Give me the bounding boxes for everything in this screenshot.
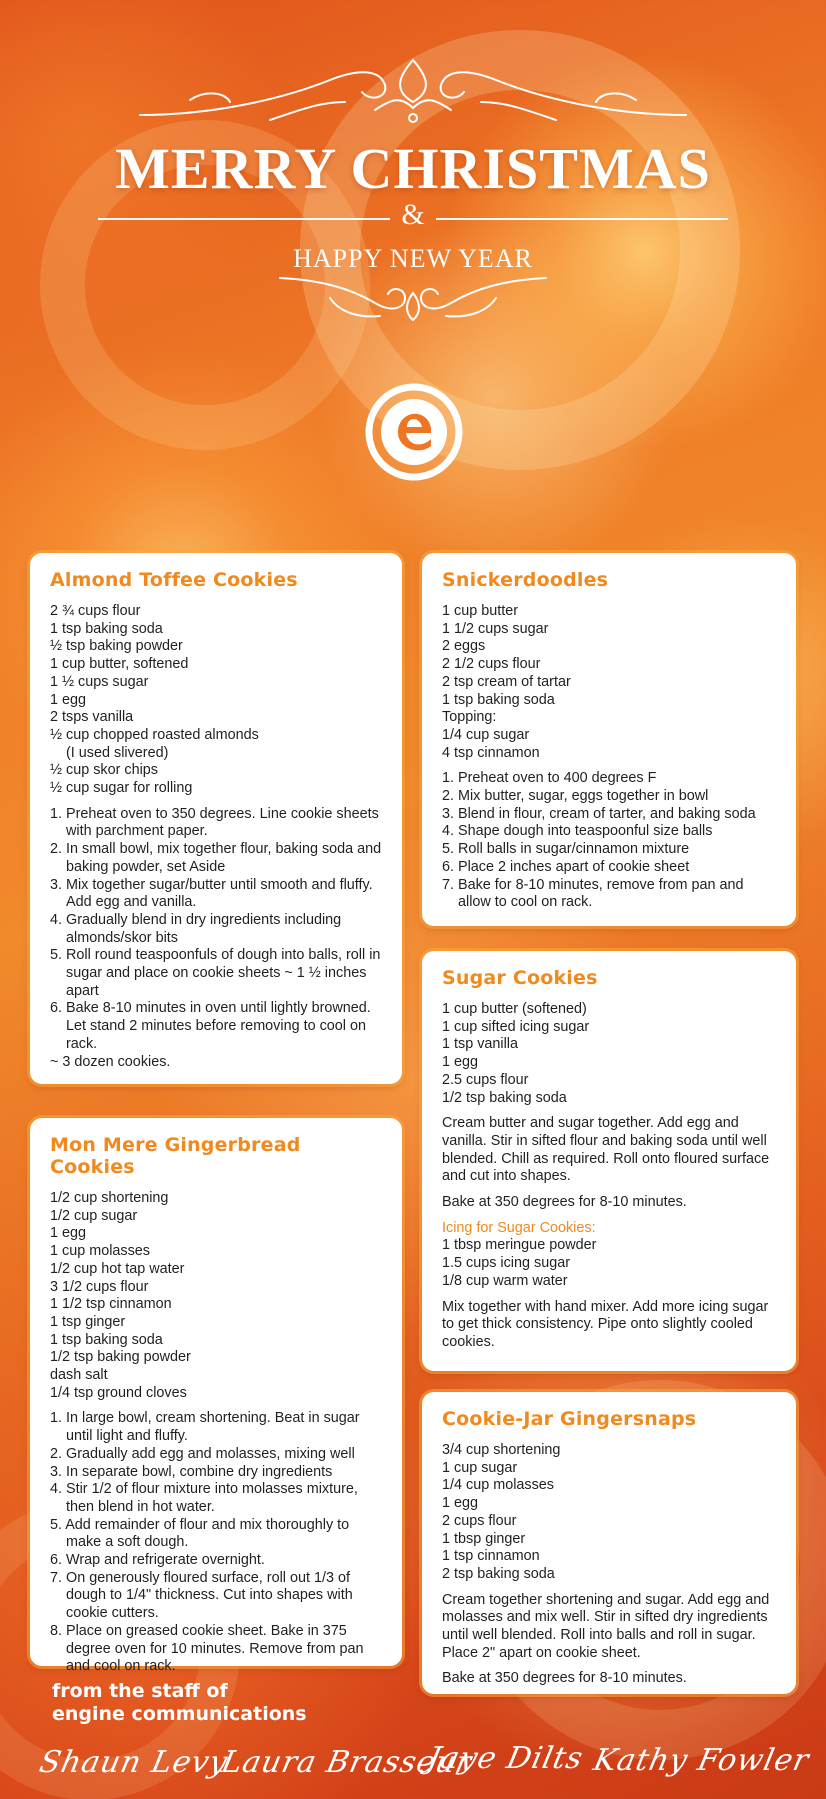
ingredient: 1/2 cup shortening [50, 1190, 169, 1206]
footer-line: engine communications [52, 1703, 307, 1725]
ingredient-list [442, 603, 776, 762]
ingredient: 1 cup molasses [50, 1243, 150, 1260]
ingredient: dash salt [50, 1367, 108, 1384]
step: 4. Gradually blend in dry ingredients including almonds/skor bits [50, 911, 342, 946]
ampersand: & [401, 198, 425, 231]
step: 1. In large bowl, cream shortening. Beat in sugar until light and fluffy. [50, 1410, 360, 1445]
icing-ingredient-list [442, 1237, 776, 1290]
step: 6. Bake 8-10 minutes in oven until lightly browned. Let stand 2 minutes before removing to cool on rack. [50, 1000, 371, 1052]
signature: Jaye Dilts [424, 1741, 587, 1776]
ingredient: ½ cup chopped roasted almonds [50, 726, 259, 743]
method-text: Cream butter and sugar together. Add egg and vanilla. Stir in sifted flour and baking soda until well blended. Chill as required. Roll onto floured surface and cut into shapes. [442, 1115, 770, 1185]
ingredient: 1 tbsp meringue powder [442, 1237, 597, 1254]
ingredient: 1/2 tsp baking powder [50, 1349, 191, 1366]
bake-text: Bake at 350 degrees for 8-10 minutes. [442, 1194, 687, 1211]
ingredient: 1/4 cup molasses [442, 1477, 554, 1494]
ingredient: 1 1/2 tsp cinnamon [50, 1296, 172, 1313]
divider [436, 218, 728, 220]
recipe-title: Cookie-Jar Gingersnaps [442, 1408, 697, 1430]
step: 3. Mix together sugar/butter until smooth and fluffy. Add egg and vanilla. [50, 876, 373, 911]
ingredient: 1 egg [50, 1225, 87, 1242]
flourish-ornament [130, 258, 696, 328]
ingredient: 1 cup sifted icing sugar [442, 1018, 590, 1035]
ingredient: 1/4 tsp ground cloves [50, 1384, 187, 1401]
ingredient: 1 egg [442, 1054, 479, 1071]
step: 3. Blend in flour, cream of tarter, and baking soda [442, 805, 756, 822]
ingredient: 1/4 cup sugar [442, 726, 530, 743]
step: 2. Gradually add egg and molasses, mixing well [50, 1445, 355, 1462]
method-text: Cream together shortening and sugar. Add egg and molasses and mix well. Stir in sifted dry ingredients until well blended. Roll into balls and roll in sugar. Place 2" apart on cookie sheet. [442, 1591, 770, 1661]
step: 5. Roll round teaspoonfuls of dough into balls, roll in sugar and place on cookie sheets ~ 1 ½ inches apart [50, 947, 381, 999]
ingredient: 1 tsp baking soda [50, 620, 163, 637]
signature: Shaun Levy [36, 1745, 232, 1780]
ingredient: 2 tsp cream of tartar [442, 673, 571, 690]
greeting-header [0, 0, 826, 520]
ingredient: 2 1/2 cups flour [442, 656, 541, 673]
ingredient: 2 tsps vanilla [50, 709, 134, 726]
ingredient: 1 cup butter, softened [50, 656, 189, 673]
step: 4. Shape dough into teaspoonful size balls [442, 823, 713, 840]
step: 3. In separate bowl, combine dry ingredients [50, 1463, 333, 1480]
step: 5. Roll balls in sugar/cinnamon mixture [442, 841, 690, 858]
ingredient: 2 cups flour [442, 1512, 517, 1529]
recipe-title: Sugar Cookies [442, 967, 598, 989]
ingredient: 1 tsp cinnamon [442, 1548, 540, 1565]
recipe-title: Snickerdoodles [442, 569, 609, 591]
topping-label: Topping: [442, 709, 497, 726]
signature: Kathy Fowler [590, 1743, 813, 1778]
recipe-card-gingersnaps [422, 1392, 796, 1694]
ingredient-list [442, 1001, 776, 1107]
recipe-card-gingerbread [30, 1118, 402, 1675]
step: 7. On generously floured surface, roll out 1/3 of dough to 1/4" thickness. Cut into shapes with cookie cutters. [50, 1569, 353, 1622]
ingredient-list [50, 603, 382, 798]
ingredient: 1 tsp baking soda [50, 1331, 163, 1348]
signatures [0, 1737, 826, 1797]
ingredient: 1 tsp ginger [50, 1313, 126, 1330]
step-list [442, 770, 776, 912]
ingredient-list [442, 1442, 776, 1584]
ingredient: 1 cup sugar [442, 1459, 518, 1476]
ingredient: ½ cup sugar for rolling [50, 780, 193, 797]
ingredient: 2 ¾ cups flour [50, 603, 141, 619]
step-list [50, 1410, 382, 1676]
ingredient: 4 tsp cinnamon [442, 744, 540, 761]
step: 5. Add remainder of flour and mix thoroughly to make a soft dough. [50, 1516, 350, 1551]
ingredient: 1/2 tsp baking soda [442, 1089, 567, 1106]
ingredient: 1 tsp baking soda [442, 691, 555, 708]
ingredient: 3 1/2 cups flour [50, 1278, 149, 1295]
ingredient: 2 tsp baking soda [442, 1565, 555, 1582]
ingredient: 2.5 cups flour [442, 1071, 529, 1088]
step: 7. Bake for 8-10 minutes, remove from pan and allow to cool on rack. [442, 876, 744, 911]
recipe-card-snickerdoodles [422, 553, 796, 926]
recipe-card-almond-toffee [30, 553, 402, 1084]
ingredient: ½ cup skor chips [50, 762, 158, 779]
ingredient: 1/8 cup warm water [442, 1272, 568, 1289]
ingredient: 1 1/2 cups sugar [442, 620, 549, 637]
recipe-card-sugar-cookies [422, 951, 796, 1371]
ingredient: 1/2 cup sugar [50, 1207, 138, 1224]
ingredient: 1 ½ cups sugar [50, 673, 149, 690]
step: 6. Wrap and refrigerate overnight. [50, 1552, 265, 1569]
ingredient-list [50, 1190, 382, 1402]
footer-credit [52, 1680, 307, 1726]
page-title: MERRY CHRISTMAS [115, 136, 711, 201]
step-list [50, 806, 382, 1072]
signature: Laura Brasseur [218, 1745, 476, 1780]
step: 4. Stir 1/2 of flour mixture into molasses mixture, then blend in hot water. [50, 1481, 358, 1515]
icing-method-text: Mix together with hand mixer. Add more icing sugar to get thick consistency. Pipe onto slightly cooled cookies. [442, 1298, 769, 1350]
ingredient: 2 eggs [442, 638, 486, 655]
ingredient: 1 egg [442, 1495, 479, 1512]
ingredient: 1/2 cup hot tap water [50, 1260, 185, 1277]
step: 2. Mix butter, sugar, eggs together in bowl [442, 788, 709, 805]
step: 6. Place 2 inches apart of cookie sheet [442, 858, 690, 875]
recipe-title: Almond Toffee Cookies [50, 569, 298, 591]
page-subtitle: HAPPY NEW YEAR [293, 244, 533, 273]
ingredient-note: (I used slivered) [66, 744, 169, 761]
ingredient: 1 tbsp ginger [442, 1530, 526, 1547]
yield-note: ~ 3 dozen cookies. [50, 1053, 171, 1070]
step: 1. Preheat oven to 400 degrees F [442, 770, 657, 787]
engine-e-logo-icon [364, 382, 464, 482]
ingredient: ½ tsp baking powder [50, 638, 183, 655]
recipe-title: Mon Mere Gingerbread Cookies [50, 1134, 301, 1178]
ingredient: 1 cup butter (softened) [442, 1001, 587, 1017]
footer-line: from the staff of [52, 1680, 228, 1702]
flourish-ornament [130, 40, 696, 130]
step: 2. In small bowl, mix together flour, baking soda and baking powder, set Aside [50, 841, 382, 875]
icing-subheading: Icing for Sugar Cookies: [442, 1219, 596, 1236]
ingredient: 3/4 cup shortening [442, 1442, 561, 1458]
step: 8. Place on greased cookie sheet. Bake in 375 degree oven for 10 minutes. Remove from pan and cool on rack. [50, 1622, 364, 1675]
ingredient: 1.5 cups icing sugar [442, 1255, 570, 1272]
ingredient: 1 egg [50, 691, 87, 708]
ingredient: 1 cup butter [442, 603, 519, 619]
step: 1. Preheat oven to 350 degrees. Line cookie sheets with parchment paper. [50, 805, 379, 840]
ingredient: 1 tsp vanilla [442, 1036, 518, 1053]
bake-text: Bake at 350 degrees for 8-10 minutes. [442, 1670, 687, 1687]
